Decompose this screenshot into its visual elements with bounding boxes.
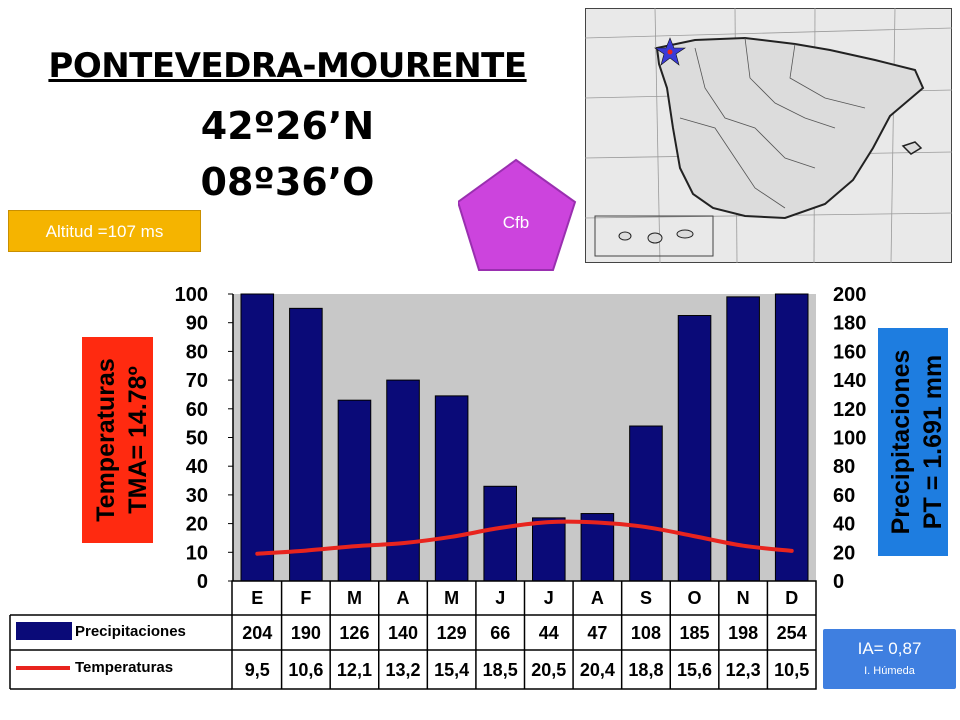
precipitation-bar [678,316,711,581]
left-axis-tick-label: 100 [174,284,208,306]
precipitation-total-label: PT = 1.691 mm [919,354,947,530]
month-label: N [736,588,750,608]
climate-type-label: Cfb [502,213,530,232]
right-axis-tick-label: 80 [833,456,856,479]
month-label: J [495,588,506,608]
right-axis-tick-label: 100 [833,427,867,450]
precipitation-value: 140 [388,623,419,643]
right-axis-tick-label: 40 [833,513,856,536]
right-axis-tick-label: 140 [833,370,867,393]
latitude-label: 42º26’N [200,104,375,148]
temperature-value: 15,6 [677,660,713,680]
temperature-value: 12,1 [336,660,372,680]
left-axis-tick-label: 40 [185,456,208,479]
precipitation-bar [484,486,517,581]
precipitation-legend-label: Precipitaciones [75,623,186,640]
left-axis-ticks [175,284,233,593]
month-label: M [444,588,460,608]
precipitation-axis-title: Precipitaciones [887,349,915,535]
altitude-badge: Altitud =107 ms [8,210,201,252]
longitude-label: 08º36’O [200,160,375,204]
month-label: D [785,588,799,608]
spain-location-map [585,8,952,263]
right-axis-tick-label: 0 [833,571,845,593]
left-axis-tick-label: 80 [185,341,208,364]
precipitation-bar [775,294,808,581]
month-label: S [639,588,652,608]
precipitation-value: 66 [490,623,511,643]
precipitation-value: 47 [587,623,608,643]
temperature-value: 10,6 [288,660,324,680]
climate-type-pentagon [458,158,578,272]
left-axis-tick-label: 0 [196,571,208,593]
precipitation-bar [241,294,274,581]
right-axis-tick-label: 180 [833,312,867,335]
right-axis-tick-label: 160 [833,341,867,364]
precipitation-bar [630,426,663,581]
month-label: F [300,588,312,608]
precipitation-bar [727,297,760,581]
temperature-mean-label: TMA= 14.78º [124,366,152,514]
temperature-value: 18,8 [628,660,664,680]
precipitation-legend-swatch [16,622,72,640]
left-axis-tick-label: 60 [185,398,208,421]
left-axis-tick-label: 10 [185,542,208,565]
temperature-value: 18,5 [482,660,518,680]
precipitation-value: 185 [679,623,710,643]
temperature-axis-box [82,337,153,543]
right-axis-tick-label: 120 [833,398,867,421]
precipitation-value: 44 [538,623,559,643]
precipitation-value: 190 [290,623,321,643]
temperature-value: 13,2 [385,660,421,680]
temperature-value: 15,4 [434,660,470,680]
precipitation-value: 126 [339,623,370,643]
left-axis-tick-label: 70 [185,370,208,393]
precipitation-value: 129 [436,623,467,643]
temperature-value: 9,5 [244,660,270,680]
data-table [10,581,816,689]
precipitation-value: 198 [728,623,759,643]
temperature-value: 20,4 [579,660,615,680]
temperature-value: 20,5 [531,660,567,680]
right-axis-ticks [833,284,866,593]
left-axis-tick-label: 20 [185,513,208,536]
aridity-index-label: I. Húmeda [864,665,915,677]
precipitation-bar [435,396,468,581]
precipitation-bar [290,308,323,581]
left-axis-tick-label: 90 [185,312,208,335]
climograph [0,270,960,700]
precipitation-bar [533,518,566,581]
left-axis-tick-label: 30 [185,484,208,507]
precipitation-bar [338,400,371,581]
precipitation-value: 108 [630,623,661,643]
aridity-index-value: IA= 0,87 [857,639,922,658]
left-axis-tick-label: 50 [185,427,208,450]
location-dot [668,50,673,55]
right-axis-tick-label: 60 [833,484,856,507]
month-label: E [251,588,264,608]
temperature-value: 12,3 [725,660,761,680]
month-label: M [346,588,362,608]
precipitation-axis-box [878,328,948,556]
month-label: A [590,588,604,608]
temperature-legend-label: Temperaturas [75,659,174,676]
precipitation-value: 204 [242,623,273,643]
month-label: O [687,588,702,608]
right-axis-tick-label: 20 [833,542,856,565]
precipitation-bar [387,380,420,581]
temperature-value: 10,5 [774,660,810,680]
station-title: PONTEVEDRA-MOURENTE [48,46,527,86]
precipitation-value: 254 [776,623,807,643]
month-label: A [396,588,410,608]
right-axis-tick-label: 200 [833,284,867,306]
temperature-axis-title: Temperaturas [92,358,120,522]
month-label: J [543,588,554,608]
